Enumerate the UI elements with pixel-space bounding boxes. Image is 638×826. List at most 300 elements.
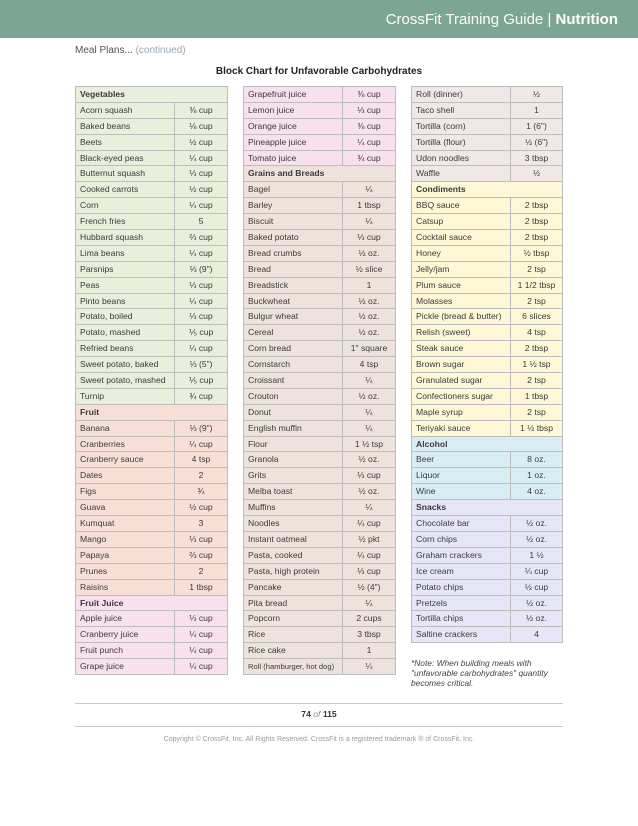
food-quantity: 2	[198, 470, 204, 481]
food-quantity: ½ oz.	[358, 295, 380, 306]
food-name: Bulgur wheat	[244, 309, 343, 324]
section-header-label: Alcohol	[416, 438, 448, 449]
page-total: 115	[322, 709, 337, 719]
food-name: Acorn squash	[76, 103, 175, 118]
table-row	[412, 278, 562, 294]
food-name: Pickle (bread & butter)	[412, 309, 511, 324]
food-name: Honey	[412, 246, 511, 261]
food-quantity: 2 tsp	[527, 263, 546, 274]
table-row	[76, 484, 227, 500]
food-name: Cereal	[244, 325, 343, 340]
food-quantity: ¼	[365, 661, 373, 672]
food-quantity: ½ cup	[189, 184, 213, 195]
table-row	[76, 627, 227, 643]
table-row	[244, 421, 395, 437]
table-row	[412, 357, 562, 373]
food-quantity: ⅜ cup	[357, 89, 381, 99]
food-name: Biscuit	[244, 214, 343, 229]
table-row	[76, 230, 227, 246]
food-quantity: ½ oz.	[525, 613, 548, 624]
section-header-label: Vegetables	[80, 89, 125, 99]
food-quantity: 1 ½ tsp	[354, 438, 384, 449]
food-quantity: ⅓ cup	[189, 613, 213, 624]
food-name: Beer	[412, 452, 511, 467]
table-row	[244, 468, 395, 484]
table-row	[412, 611, 562, 627]
food-name: Confectioners sugar	[412, 389, 511, 404]
section-header	[412, 500, 562, 516]
food-name: Donut	[244, 405, 343, 420]
food-name: Dates	[76, 468, 175, 483]
food-quantity: 6 slices	[522, 311, 551, 322]
table-row	[412, 627, 562, 643]
food-quantity: 1 1/2 tbsp	[517, 279, 556, 290]
page-title: Block Chart for Unfavorable Carbohydrates	[215, 66, 423, 77]
food-quantity: ⅓ (9")	[189, 422, 213, 433]
food-name: Peas	[76, 278, 175, 293]
table-row	[412, 468, 562, 484]
food-quantity: ½ cup	[189, 136, 213, 147]
header-title-bold: Nutrition	[555, 11, 618, 28]
food-name: Hubbard squash	[76, 230, 175, 245]
table-row	[244, 389, 395, 405]
table-row	[76, 166, 227, 182]
food-name: Molasses	[412, 294, 511, 309]
table-row	[412, 532, 562, 548]
food-name: Cooked carrots	[76, 182, 175, 197]
food-quantity: ¼	[365, 216, 373, 227]
food-name: Lima beans	[76, 246, 175, 261]
chart-column-1	[75, 86, 228, 675]
table-row	[76, 580, 227, 596]
table-row	[76, 500, 227, 516]
food-name: Corn bread	[244, 341, 343, 356]
table-row	[412, 389, 562, 405]
food-quantity: ¼ cup	[524, 565, 549, 576]
table-row	[76, 643, 227, 659]
table-row	[244, 452, 395, 468]
food-name: Brown sugar	[412, 357, 511, 372]
food-quantity: ⅓ cup	[357, 232, 381, 243]
table-row	[76, 452, 227, 468]
food-name: Granulated sugar	[412, 373, 511, 388]
food-quantity: ½ oz.	[358, 327, 380, 338]
food-name: Figs	[76, 484, 175, 499]
food-quantity: 2 tbsp	[524, 200, 549, 211]
page-number	[0, 709, 638, 719]
table-row	[76, 198, 227, 214]
table-row	[412, 341, 562, 357]
food-quantity: 1	[366, 279, 372, 290]
food-name: Rice	[244, 627, 343, 642]
food-name: Cornstarch	[244, 357, 343, 372]
table-row	[244, 548, 395, 564]
food-name: Guava	[76, 500, 175, 515]
food-name: Breadstick	[244, 278, 343, 293]
food-name: Maple syrup	[412, 405, 511, 420]
food-quantity: ¾	[197, 486, 205, 497]
table-row	[76, 214, 227, 230]
food-name: Fruit punch	[76, 643, 175, 658]
table-row	[412, 405, 562, 421]
food-name: Bread crumbs	[244, 246, 343, 261]
table-row	[244, 516, 395, 532]
food-quantity: ¼ cup	[189, 645, 213, 656]
food-quantity: ¼ cup	[357, 549, 381, 560]
food-name: Catsup	[412, 214, 511, 229]
table-row	[412, 373, 562, 389]
table-row	[412, 230, 562, 246]
food-quantity: 4 tsp	[527, 327, 546, 338]
table-row	[76, 135, 227, 151]
food-name: English muffin	[244, 421, 343, 436]
table-row	[244, 564, 395, 580]
food-name: Steak sauce	[412, 341, 511, 356]
food-name: Noodles	[244, 516, 343, 531]
table-row	[76, 437, 227, 453]
food-quantity: ¾ cup	[189, 390, 213, 401]
section-header	[76, 405, 227, 421]
table-row	[244, 230, 395, 246]
food-name: Rice cake	[244, 643, 343, 658]
food-name: Teriyaki sauce	[412, 421, 511, 436]
table-row	[76, 103, 227, 119]
food-name: French fries	[76, 214, 175, 229]
food-quantity: ¼ cup	[189, 438, 213, 449]
food-name: Instant oatmeal	[244, 532, 343, 547]
table-row	[244, 103, 395, 119]
table-row	[76, 468, 227, 484]
food-name: Roll (hamburger, hot dog)	[244, 659, 343, 674]
food-quantity: 3	[198, 518, 204, 529]
food-quantity: 1 tbsp	[357, 200, 381, 211]
food-name: Grapefruit juice	[244, 87, 343, 102]
food-quantity: ⅕ cup	[188, 327, 214, 338]
table-row	[412, 325, 562, 341]
table-row	[76, 516, 227, 532]
table-row	[412, 421, 562, 437]
food-name: Potato, boiled	[76, 309, 175, 324]
table-row	[76, 262, 227, 278]
section-header-label: Snacks	[416, 502, 447, 513]
table-row	[412, 484, 562, 500]
food-name: Kumquat	[76, 516, 175, 531]
chart-column-2	[243, 86, 396, 675]
food-name: Prunes	[76, 564, 175, 579]
food-name: Melba toast	[244, 484, 343, 499]
food-name: Baked potato	[244, 230, 343, 245]
table-row	[244, 596, 395, 612]
table-row	[244, 437, 395, 453]
food-name: Bread	[244, 262, 343, 277]
food-name: Apple juice	[76, 611, 175, 626]
food-name: Crouton	[244, 389, 343, 404]
food-name: Pancake	[244, 580, 343, 595]
food-quantity: 8 oz.	[527, 454, 546, 465]
food-quantity: 2	[198, 565, 204, 576]
food-quantity: ½ oz.	[358, 247, 380, 258]
section-label-text: Meal Plans...	[75, 45, 136, 56]
food-quantity: 4 tsp	[191, 454, 211, 465]
table-row	[76, 373, 227, 389]
food-quantity: 1	[366, 645, 372, 656]
food-quantity: ½ oz.	[358, 454, 380, 465]
table-row	[412, 214, 562, 230]
food-name: Sweet potato, mashed	[76, 373, 175, 388]
table-row	[244, 246, 395, 262]
food-name: Pretzels	[412, 596, 511, 611]
food-name: Wine	[412, 484, 511, 499]
section-header	[244, 166, 395, 182]
food-quantity: ⅓ cup	[357, 104, 381, 115]
table-row	[76, 341, 227, 357]
section-header	[76, 87, 227, 103]
table-row	[244, 532, 395, 548]
table-row	[244, 309, 395, 325]
table-row	[244, 294, 395, 310]
food-name: Refried beans	[76, 341, 175, 356]
chart-column-3	[411, 86, 563, 643]
food-quantity: ⅔ cup	[189, 549, 213, 560]
table-row	[76, 151, 227, 167]
table-row	[412, 166, 562, 182]
food-quantity: ½ oz.	[358, 486, 380, 497]
food-quantity: ⅛ cup	[189, 120, 213, 131]
table-row	[412, 309, 562, 325]
food-quantity: ½	[532, 168, 541, 179]
table-row	[76, 294, 227, 310]
food-quantity: 4	[534, 629, 539, 640]
food-name: Mango	[76, 532, 175, 547]
food-name: Banana	[76, 421, 175, 436]
page-of: of	[313, 709, 321, 719]
table-row	[244, 357, 395, 373]
table-row	[412, 246, 562, 262]
food-name: Beets	[76, 135, 175, 150]
food-quantity: 4 tsp	[359, 359, 379, 370]
food-name: Sweet potato, baked	[76, 357, 175, 372]
table-row	[244, 627, 395, 643]
table-row	[412, 87, 562, 103]
food-name: Cranberry sauce	[76, 452, 175, 467]
section-continued: (continued)	[135, 45, 186, 56]
food-name: Grits	[244, 468, 343, 483]
table-row	[244, 659, 395, 675]
footer-rule-top	[75, 703, 563, 704]
section-label	[75, 45, 186, 56]
food-quantity: ½ cup	[524, 581, 549, 592]
food-name: Pita bread	[244, 596, 343, 611]
food-quantity: ⅓ cup	[357, 565, 381, 576]
food-name: Waffle	[412, 166, 511, 181]
food-name: Cranberry juice	[76, 627, 175, 642]
section-header-label: Grains and Breads	[248, 168, 325, 179]
food-name: Pasta, cooked	[244, 548, 343, 563]
food-name: Ice cream	[412, 564, 511, 579]
table-row	[244, 500, 395, 516]
food-name: Relish (sweet)	[412, 325, 511, 340]
food-quantity: ½ cup	[189, 502, 213, 513]
table-row	[244, 182, 395, 198]
food-name: Plum sauce	[412, 278, 511, 293]
table-row	[412, 596, 562, 612]
table-row	[76, 389, 227, 405]
food-quantity: ½ (4")	[357, 581, 381, 592]
header-title-light: CrossFit Training Guide |	[385, 11, 556, 28]
table-row	[412, 294, 562, 310]
table-row	[244, 341, 395, 357]
page-current: 74	[301, 709, 311, 719]
table-row	[76, 278, 227, 294]
section-header	[412, 182, 562, 198]
food-name: Muffins	[244, 500, 343, 515]
section-header-label: Fruit	[80, 406, 100, 417]
food-quantity: ½	[532, 89, 541, 99]
table-row	[244, 580, 395, 596]
food-name: Cranberries	[76, 437, 175, 452]
food-quantity: ¼ cup	[357, 136, 381, 147]
table-row	[244, 214, 395, 230]
note: *Note: When building meals with "unfavorable carbohydrates" quantity becomes critical.	[411, 658, 548, 688]
food-name: Graham crackers	[412, 548, 511, 563]
food-name: Corn chips	[412, 532, 511, 547]
food-quantity: ¼ cup	[189, 661, 213, 672]
section-header-label: Fruit Juice	[80, 597, 124, 608]
food-quantity: ½ oz.	[525, 518, 548, 529]
food-quantity: ¼	[365, 597, 373, 608]
food-name: Popcorn	[244, 611, 343, 626]
food-quantity: ¼	[365, 184, 373, 195]
table-row	[76, 532, 227, 548]
food-quantity: 2 tbsp	[524, 232, 549, 243]
table-row	[76, 421, 227, 437]
food-quantity: ⅔ cup	[189, 232, 213, 243]
food-quantity: ⅓ (9")	[189, 263, 213, 274]
footer-rule-bottom	[75, 726, 563, 727]
food-quantity: 2 tbsp	[524, 343, 549, 354]
food-quantity: 3 tbsp	[357, 629, 381, 640]
food-quantity: 3 tbsp	[524, 152, 549, 163]
food-quantity: ¼ cup	[189, 247, 213, 258]
food-quantity: 2 cups	[356, 613, 382, 624]
table-row	[412, 103, 562, 119]
food-name: Croissant	[244, 373, 343, 388]
food-name: Grape juice	[76, 659, 175, 674]
food-name: Pineapple juice	[244, 135, 343, 150]
food-name: Corn	[76, 198, 175, 213]
food-name: Pasta, high protein	[244, 564, 343, 579]
food-name: Tortilla (corn)	[412, 119, 511, 134]
table-row	[412, 135, 562, 151]
food-name: BBQ sauce	[412, 198, 511, 213]
food-name: Saltine crackers	[412, 627, 511, 642]
food-quantity: ⅓ cup	[189, 311, 213, 322]
food-quantity: ¼	[365, 422, 373, 433]
food-name: Black-eyed peas	[76, 151, 175, 166]
table-row	[412, 452, 562, 468]
food-name: Turnip	[76, 389, 175, 404]
food-quantity: ½ oz.	[358, 311, 380, 322]
food-name: Chocolate bar	[412, 516, 511, 531]
food-quantity: ¼ cup	[189, 152, 213, 163]
table-row	[76, 611, 227, 627]
food-quantity: ¼ cup	[189, 200, 213, 211]
food-quantity: ¼	[365, 406, 373, 417]
food-quantity: ¼ cup	[357, 518, 381, 529]
food-name: Cocktail sauce	[412, 230, 511, 245]
food-quantity: 4 oz.	[527, 486, 546, 497]
table-row	[412, 119, 562, 135]
table-row	[244, 87, 395, 103]
food-quantity: ¼ cup	[189, 629, 213, 640]
section-header	[412, 437, 562, 453]
food-quantity: ¾ cup	[357, 152, 381, 163]
food-name: Barley	[244, 198, 343, 213]
food-quantity: ¼	[365, 375, 373, 386]
food-name: Papaya	[76, 548, 175, 563]
table-row	[244, 151, 395, 167]
table-row	[412, 564, 562, 580]
table-row	[412, 548, 562, 564]
food-name: Potato, mashed	[76, 325, 175, 340]
food-quantity: 2 tsp	[527, 295, 546, 306]
table-row	[76, 309, 227, 325]
food-quantity: ½ (6")	[524, 136, 549, 147]
table-row	[412, 262, 562, 278]
table-row	[244, 643, 395, 659]
food-quantity: ⅜ cup	[189, 104, 213, 115]
table-row	[76, 182, 227, 198]
table-row	[244, 278, 395, 294]
table-row	[76, 659, 227, 675]
food-name: Buckwheat	[244, 294, 343, 309]
food-name: Jelly/jam	[412, 262, 511, 277]
food-name: Granola	[244, 452, 343, 467]
food-name: Tomato juice	[244, 151, 343, 166]
table-row	[244, 198, 395, 214]
table-row	[76, 246, 227, 262]
food-name: Tortilla (flour)	[412, 135, 511, 150]
food-name: Butternut squash	[76, 166, 175, 181]
food-quantity: ½ oz.	[525, 597, 548, 608]
table-row	[76, 325, 227, 341]
food-quantity: 1 (6")	[526, 120, 547, 131]
food-quantity: ⅓ cup	[189, 279, 213, 290]
food-name: Flour	[244, 437, 343, 452]
table-row	[244, 325, 395, 341]
food-quantity: ½ tbsp	[523, 247, 550, 258]
table-row	[412, 516, 562, 532]
food-name: Roll (dinner)	[412, 87, 511, 102]
table-row	[76, 564, 227, 580]
food-name: Lemon juice	[244, 103, 343, 118]
header-title	[386, 11, 618, 28]
table-row	[412, 580, 562, 596]
food-name: Udon noodles	[412, 151, 511, 166]
table-row	[244, 373, 395, 389]
food-quantity: 1 ½ tbsp	[520, 422, 553, 433]
section-header-label: Condiments	[416, 184, 466, 195]
food-name: Parsnips	[76, 262, 175, 277]
food-quantity: ⅓ (5")	[189, 359, 213, 370]
food-quantity: 1 ½	[529, 549, 544, 560]
table-row	[412, 151, 562, 167]
food-name: Potato chips	[412, 580, 511, 595]
section-header	[76, 596, 227, 612]
table-row	[244, 119, 395, 135]
food-name: Orange juice	[244, 119, 343, 134]
food-quantity: 1 oz.	[527, 470, 546, 481]
